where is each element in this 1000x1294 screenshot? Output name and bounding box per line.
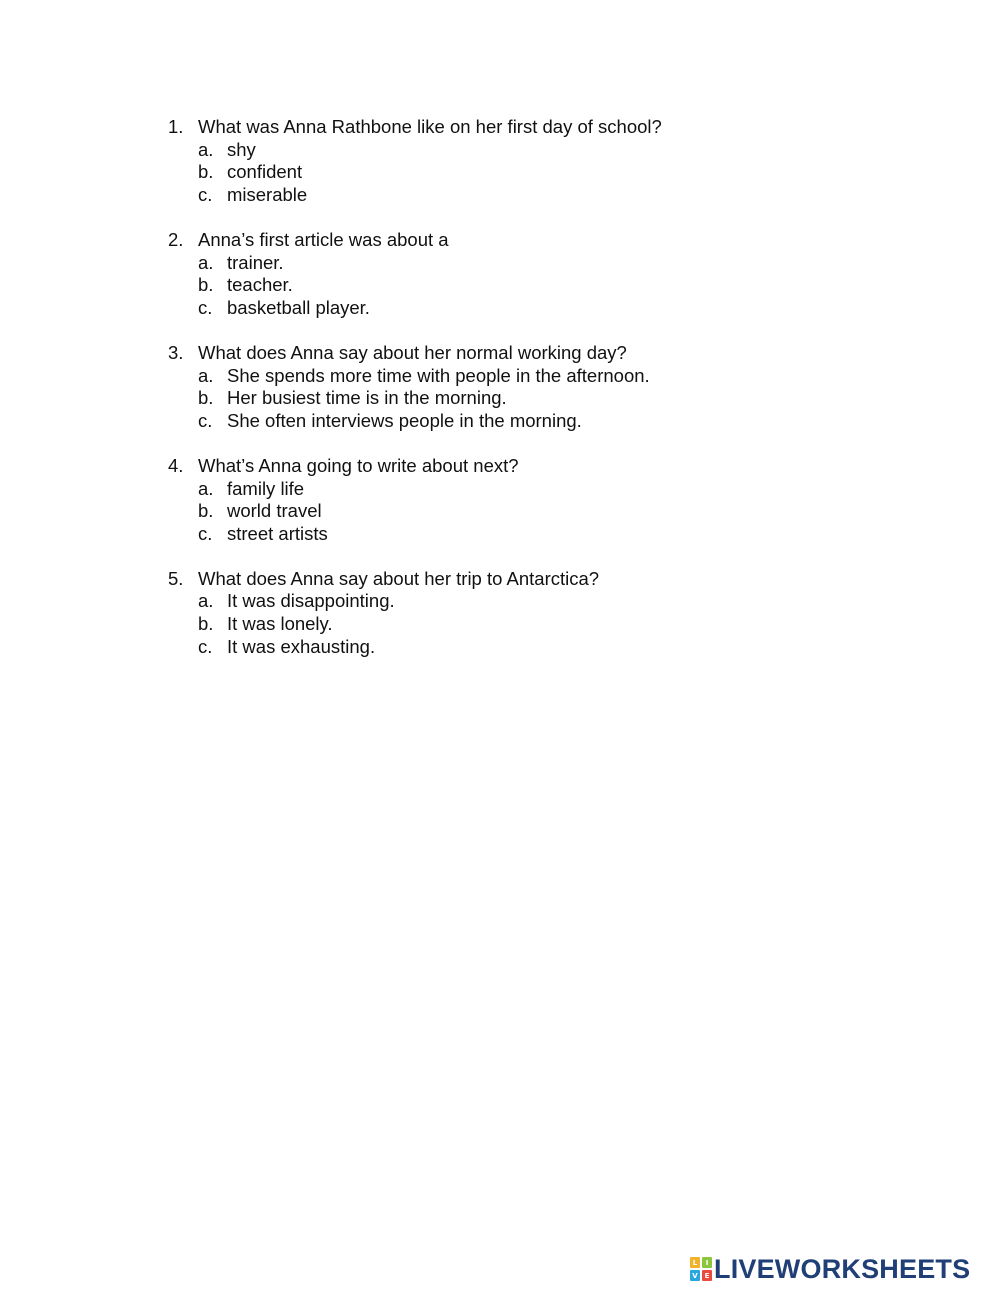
question-1 (168, 116, 928, 206)
option-text: street artists (227, 522, 328, 544)
option-text: It was exhausting. (227, 635, 376, 657)
option-4a (198, 478, 928, 501)
option-2b (198, 274, 928, 297)
question-3 (168, 342, 928, 432)
question-number: 2. (168, 228, 184, 250)
logo-cell-l: L (690, 1257, 700, 1268)
logo-cell-i: I (702, 1257, 712, 1268)
option-text: miserable (227, 183, 308, 205)
option-text: family life (227, 477, 305, 499)
option-letter: a. (198, 251, 214, 273)
quiz-question-list (168, 116, 928, 681)
question-5 (168, 568, 928, 658)
option-text: basketball player. (227, 296, 370, 318)
option-text: trainer. (227, 251, 284, 273)
option-4c (198, 523, 928, 546)
question-text: What was Anna Rathbone like on her first day of school? (198, 116, 662, 137)
question-row (168, 568, 928, 591)
option-4b (198, 500, 928, 523)
option-letter: b. (198, 387, 214, 409)
option-letter: c. (198, 635, 213, 657)
logo-cell-v: V (690, 1270, 700, 1281)
options-list (198, 139, 928, 207)
logo-cell-e: E (702, 1270, 712, 1281)
option-letter: b. (198, 274, 214, 296)
option-text: teacher. (227, 274, 293, 296)
liveworksheets-logo-icon (690, 1257, 712, 1281)
option-text: confident (227, 161, 303, 183)
option-3a (198, 365, 928, 388)
liveworksheets-logo (690, 1254, 970, 1284)
question-number: 4. (168, 454, 184, 476)
option-letter: c. (198, 409, 213, 431)
question-row (168, 229, 928, 252)
option-text: She spends more time with people in the afternoon. (227, 364, 650, 386)
option-letter: a. (198, 590, 214, 612)
question-text: What does Anna say about her normal working day? (198, 341, 627, 363)
option-text: world travel (227, 500, 322, 522)
logo-wordmark: LIVEWORKSHEETS (714, 1254, 971, 1284)
option-letter: a. (198, 477, 214, 499)
question-row (168, 455, 928, 478)
question-text: What does Anna say about her trip to Antarctica? (198, 567, 600, 589)
option-letter: c. (198, 183, 213, 205)
option-letter: c. (198, 296, 213, 318)
option-1c (198, 184, 928, 207)
option-2c (198, 297, 928, 320)
option-letter: b. (198, 613, 214, 635)
option-text: She often interviews people in the morning. (227, 409, 582, 431)
option-letter: b. (198, 161, 214, 183)
question-2 (168, 229, 928, 319)
option-text: Her busiest time is in the morning. (227, 387, 507, 409)
option-text: It was lonely. (227, 613, 333, 635)
option-letter: c. (198, 522, 213, 544)
option-3b (198, 387, 928, 410)
question-text: What’s Anna going to write about next? (198, 454, 519, 476)
question-row (168, 116, 928, 139)
option-letter: b. (198, 500, 214, 522)
option-letter: a. (198, 364, 214, 386)
question-text: Anna’s first article was about a (198, 228, 449, 250)
option-5b (198, 613, 928, 636)
options-list (198, 252, 928, 320)
option-5a (198, 590, 928, 613)
option-1a (198, 139, 928, 162)
option-3c (198, 410, 928, 433)
question-row (168, 342, 928, 365)
question-number: 1. (168, 116, 184, 137)
question-number: 5. (168, 567, 184, 589)
option-text: shy (227, 138, 256, 160)
option-5c (198, 636, 928, 659)
options-list (198, 365, 928, 433)
options-list (198, 590, 928, 658)
question-number: 3. (168, 341, 184, 363)
options-list (198, 478, 928, 546)
option-1b (198, 161, 928, 184)
option-text: It was disappointing. (227, 590, 395, 612)
question-4 (168, 455, 928, 545)
option-2a (198, 252, 928, 275)
option-letter: a. (198, 138, 214, 160)
